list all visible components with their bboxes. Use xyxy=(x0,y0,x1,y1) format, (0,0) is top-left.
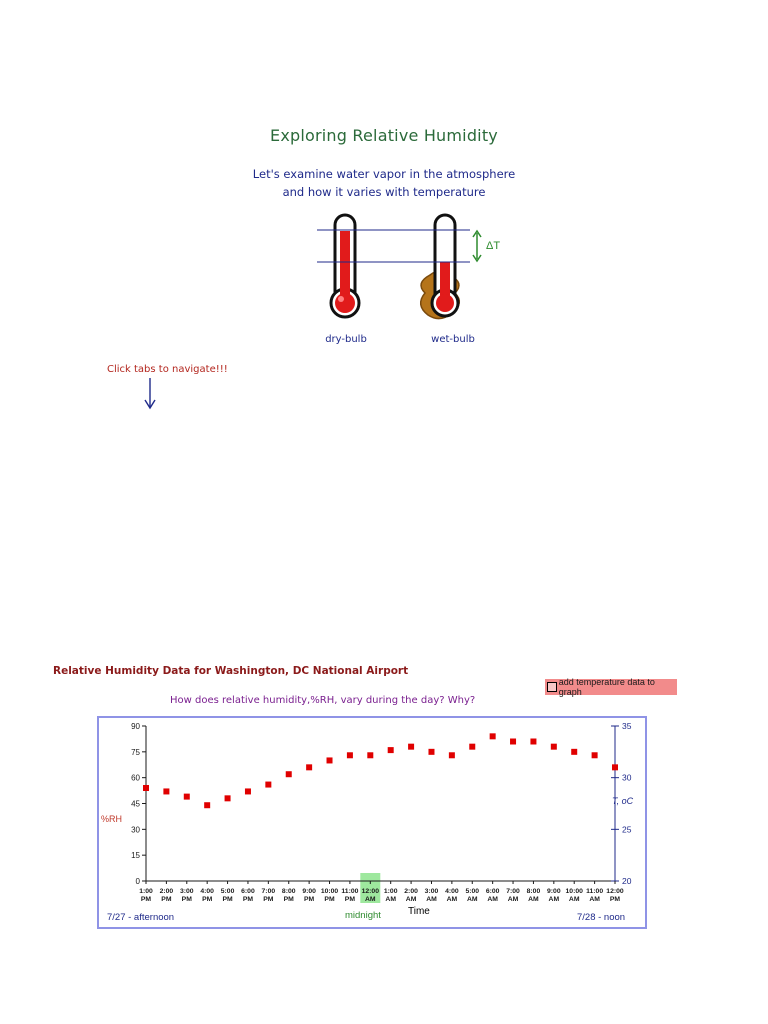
x-tick-label-period: AM xyxy=(528,896,539,903)
x-tick-label-time: 5:00 xyxy=(465,888,480,895)
temperature-toggle-label: add temperature data to graph xyxy=(558,677,655,697)
rh-data-point xyxy=(592,752,598,758)
x-tick-label-period: PM xyxy=(181,896,192,903)
rh-data-point xyxy=(490,733,496,739)
start-annotation: 7/27 - afternoon xyxy=(107,912,175,923)
x-tick-label-period: PM xyxy=(283,896,294,903)
y2-tick-label: 20 xyxy=(622,876,632,886)
humidity-chart xyxy=(99,718,645,927)
x-tick-label-time: 2:00 xyxy=(159,888,174,895)
x-tick-label-time: 11:00 xyxy=(341,888,359,895)
intro-line-1: Let's examine water vapor in the atmosphere xyxy=(252,167,516,181)
y2-tick-label: 30 xyxy=(622,772,632,783)
x-tick-label-period: AM xyxy=(365,896,376,903)
x-tick-label-period: PM xyxy=(263,896,274,903)
chart-frame xyxy=(97,716,647,929)
rh-data-point xyxy=(327,757,333,763)
x-tick-label-time: 5:00 xyxy=(220,888,235,895)
x-tick-label-period: PM xyxy=(202,896,213,903)
x-tick-label-time: 4:00 xyxy=(200,888,214,895)
rh-data-point xyxy=(367,752,373,758)
x-tick-label-time: 11:00 xyxy=(586,888,604,895)
rh-data-point xyxy=(612,764,618,770)
y-tick-label: 90 xyxy=(131,722,140,731)
end-annotation: 7/28 - noon xyxy=(577,912,626,923)
delta-t-label: ΔT xyxy=(486,240,501,252)
rh-data-point xyxy=(163,788,169,794)
y-tick-label: 45 xyxy=(131,799,140,809)
x-tick-label-time: 10:00 xyxy=(320,888,339,895)
rh-data-point xyxy=(469,744,475,750)
x-tick-label-period: PM xyxy=(140,896,152,903)
x-tick-label-time: 9:00 xyxy=(547,888,561,895)
rh-data-point xyxy=(551,744,557,750)
x-tick-label-period: AM xyxy=(568,896,580,903)
down-arrow-icon xyxy=(142,377,158,411)
rh-data-point xyxy=(510,739,516,745)
x-tick-label-period: AM xyxy=(487,896,498,903)
x-tick-label-period: AM xyxy=(507,896,519,903)
temperature-toggle-button[interactable] xyxy=(545,679,677,695)
x-tick-label-period: AM xyxy=(446,896,458,903)
x-tick-label-time: 7:00 xyxy=(506,888,520,895)
rh-data-point xyxy=(388,747,394,753)
y-tick-label: 60 xyxy=(131,773,140,783)
rh-data-point xyxy=(184,794,190,800)
thermometer-illustration xyxy=(300,205,520,335)
y2-tick-label: 35 xyxy=(622,721,632,731)
x-tick-label-time: 1:00 xyxy=(383,888,398,895)
x-tick-label-time: 3:00 xyxy=(179,888,194,895)
x-tick-label-time: 2:00 xyxy=(404,888,418,895)
rh-data-point xyxy=(286,771,292,777)
x-tick-label-period: PM xyxy=(161,896,172,903)
rh-data-point xyxy=(204,802,210,808)
x-tick-label-time: 4:00 xyxy=(445,888,459,895)
rh-data-point xyxy=(449,752,455,758)
x-tick-label-period: PM xyxy=(344,896,356,903)
y-tick-label: 15 xyxy=(131,851,140,861)
x-tick-label-time: 7:00 xyxy=(261,888,276,895)
x-tick-label-period: PM xyxy=(242,896,254,903)
x-tick-label-time: 6:00 xyxy=(241,888,255,895)
x-tick-label-time: 1:00 xyxy=(139,888,153,895)
rh-data-point xyxy=(428,749,434,755)
y-axis-label: %RH xyxy=(101,814,123,824)
midnight-annotation: midnight xyxy=(345,910,381,921)
delta-t-arrow xyxy=(473,231,500,261)
x-tick-label-period: AM xyxy=(548,896,560,903)
intro-line-2: and how it varies with temperature xyxy=(282,185,486,199)
rh-data-point xyxy=(225,795,231,801)
rh-data-point xyxy=(571,749,577,755)
rh-data-point xyxy=(530,739,536,745)
y2-axis-label: T, oC xyxy=(612,796,634,806)
rh-data-point xyxy=(143,785,149,791)
x-tick-label-period: PM xyxy=(304,896,315,903)
x-tick-label-time: 8:00 xyxy=(281,888,296,895)
y2-tick-label: 25 xyxy=(622,824,632,835)
rh-data-point xyxy=(265,782,271,788)
rh-data-point xyxy=(306,764,312,770)
chart-question: How does relative humidity,%RH, vary during the day? Why? xyxy=(170,695,476,706)
y-tick-label: 30 xyxy=(131,825,140,835)
x-tick-label-time: 3:00 xyxy=(424,888,439,895)
x-tick-label-period: AM xyxy=(426,896,437,903)
chart-heading: Relative Humidity Data for Washington, DC National Airport xyxy=(53,665,409,677)
x-tick-label-period: PM xyxy=(324,896,335,903)
wet-bulb-thermometer xyxy=(421,215,460,319)
x-tick-label-time: 10:00 xyxy=(565,888,583,895)
x-tick-label-time: 12:00 xyxy=(606,888,624,895)
x-tick-label-period: AM xyxy=(405,896,417,903)
x-tick-label-period: AM xyxy=(589,896,600,903)
x-axis-label: Time xyxy=(408,906,430,917)
x-tick-label-period: AM xyxy=(466,896,478,903)
page-title: Exploring Relative Humidity xyxy=(270,126,498,145)
navigation-hint: Click tabs to navigate!!! xyxy=(107,364,228,375)
x-tick-label-time: 8:00 xyxy=(526,888,541,895)
checkbox-icon[interactable] xyxy=(547,682,557,692)
x-tick-label-period: PM xyxy=(222,896,233,903)
rh-data-point xyxy=(408,744,414,750)
x-tick-label-time: 9:00 xyxy=(302,888,316,895)
y-tick-label: 75 xyxy=(131,747,140,757)
rh-data-point xyxy=(347,752,353,758)
x-tick-label-time: 6:00 xyxy=(485,888,500,895)
x-tick-label-time: 12:00 xyxy=(361,888,379,895)
rh-data-point xyxy=(245,788,251,794)
y-tick-label: 0 xyxy=(135,877,140,886)
dry-bulb-label: dry-bulb xyxy=(325,334,367,345)
x-tick-label-period: AM xyxy=(385,896,396,903)
wet-bulb-label: wet-bulb xyxy=(431,334,475,345)
x-tick-label-period: PM xyxy=(609,896,621,903)
